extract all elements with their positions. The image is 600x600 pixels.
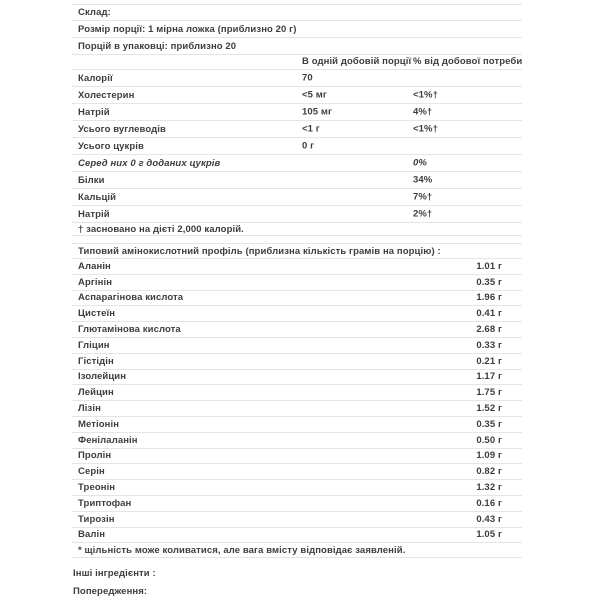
amino-acid-row — [72, 512, 522, 528]
amino-acid-row — [72, 275, 522, 291]
amino-acid-row — [72, 496, 522, 512]
nutrient-amount: 70 — [302, 72, 313, 84]
nutrient-label: Усього цукрів — [78, 140, 144, 152]
amino-acid-amount: 1.09 г — [476, 450, 502, 462]
amino-acid-name: Аланін — [78, 260, 111, 272]
other-ingredients-label: Інші інгредієнти : — [73, 567, 156, 579]
amino-acid-row — [72, 528, 522, 544]
amino-acid-amount: 1.75 г — [476, 387, 502, 399]
amino-acid-name: Гістідін — [78, 355, 114, 367]
nutrient-daily-value: 7%† — [413, 191, 433, 203]
nutrition-footnote-text: † засновано на дієті 2,000 калорій. — [78, 223, 244, 235]
amino-acid-amount: 0.33 г — [476, 339, 502, 351]
amino-acid-name: Пролін — [78, 450, 112, 462]
nutrient-amount: 0 г — [302, 140, 315, 152]
nutrition-row — [72, 138, 522, 155]
amino-profile-title-row — [72, 243, 522, 259]
nutrient-daily-value: 0% — [413, 157, 427, 169]
nutrient-daily-value: 4%† — [413, 106, 433, 118]
nutrient-daily-value: <1%† — [413, 89, 438, 101]
nutrient-label: Натрій — [78, 208, 110, 220]
nutrition-row — [72, 206, 522, 223]
warnings-label: Попередження: — [73, 585, 148, 597]
nutrient-daily-value: <1%† — [413, 123, 438, 135]
amino-acid-row — [72, 480, 522, 496]
nutrient-amount: 105 мг — [302, 106, 333, 118]
nutrient-daily-value: 2%† — [413, 208, 433, 220]
nutrition-row — [72, 189, 522, 206]
amino-acid-name: Метіонін — [78, 418, 120, 430]
amino-acid-name: Триптофан — [78, 497, 132, 509]
amino-acid-row — [72, 401, 522, 417]
amino-acid-row — [72, 449, 522, 465]
nutrition-row — [72, 70, 522, 87]
amino-acid-name: Аспарагінова кислота — [78, 292, 184, 304]
amino-footnote-row — [72, 543, 522, 558]
amino-acid-row — [72, 291, 522, 307]
amino-acid-amount: 0.21 г — [476, 355, 502, 367]
amino-acid-amount: 2.68 г — [476, 324, 502, 336]
amino-acid-amount: 0.35 г — [476, 276, 502, 288]
servings-per-container-row — [72, 38, 522, 55]
amino-acid-name: Глютамінова кислота — [78, 324, 181, 336]
amino-acid-row — [72, 433, 522, 449]
amino-acid-amount: 1.17 г — [476, 371, 502, 383]
amino-acid-name: Тирозін — [78, 513, 115, 525]
column-header-amount: В одній добовій порції — [302, 56, 412, 67]
nutrient-daily-value: 34% — [413, 174, 433, 186]
amino-acid-amount: 0.16 г — [476, 497, 502, 509]
amino-acid-amount: 0.82 г — [476, 466, 502, 478]
amino-acid-row — [72, 385, 522, 401]
amino-acid-row — [72, 259, 522, 275]
amino-acid-name: Аргінін — [78, 276, 113, 288]
amino-acid-row — [72, 464, 522, 480]
amino-acid-amount: 1.96 г — [476, 292, 502, 304]
amino-acid-amount: 0.35 г — [476, 418, 502, 430]
amino-acid-name: Валін — [78, 529, 106, 541]
section-gap — [72, 236, 522, 243]
amino-acid-name: Цистеїн — [78, 308, 116, 320]
nutrition-row — [72, 155, 522, 172]
amino-acid-name: Лейцин — [78, 387, 114, 399]
nutrient-label: Білки — [78, 174, 105, 186]
amino-acid-amount: 0.41 г — [476, 308, 502, 320]
amino-profile-title: Типовий амінокислотний профіль (приблизна кількість грамів на порцію) : — [78, 245, 441, 257]
nutrient-label: Холестерин — [78, 89, 135, 101]
supplement-facts-panel — [72, 4, 522, 600]
amino-acid-name: Треонін — [78, 482, 116, 494]
composition-title: Склад: — [78, 7, 111, 18]
nutrient-label: Натрій — [78, 106, 110, 118]
amino-acid-amount: 1.01 г — [476, 260, 502, 272]
nutrition-row — [72, 104, 522, 121]
nutrition-table-rows — [72, 70, 522, 223]
nutrition-row — [72, 172, 522, 189]
serving-size-row — [72, 21, 522, 38]
column-header-daily-value: % від добової потреби — [413, 56, 523, 67]
nutrient-label: Усього вуглеводів — [78, 123, 166, 135]
amino-acid-row — [72, 306, 522, 322]
amino-acid-amount: 0.50 г — [476, 434, 502, 446]
amino-acid-amount: 1.05 г — [476, 529, 502, 541]
nutrition-row — [72, 87, 522, 104]
amino-acid-name: Ізолейцин — [78, 371, 127, 383]
amino-acid-name: Фенілаланін — [78, 434, 138, 446]
other-ingredients-row — [72, 564, 522, 582]
amino-acid-row — [72, 417, 522, 433]
servings-per-container-text: Порцій в упаковці: приблизно 20 — [78, 40, 237, 52]
nutrition-row — [72, 121, 522, 138]
composition-title-row — [72, 4, 522, 21]
nutrient-label: Калорії — [78, 72, 113, 84]
amino-acid-row — [72, 370, 522, 386]
amino-acid-name: Серін — [78, 466, 105, 478]
nutrition-footnote-row — [72, 223, 522, 236]
amino-acid-amount: 0.43 г — [476, 513, 502, 525]
amino-footnote-text: * щільність може коливатися, але вага вмісту відповідає заявленій. — [78, 544, 406, 556]
amino-acid-row — [72, 338, 522, 354]
nutrient-amount: <5 мг — [302, 89, 327, 101]
amino-acid-amount: 1.32 г — [476, 482, 502, 494]
amino-acid-row — [72, 322, 522, 338]
serving-size-text: Розмір порції: 1 мірна ложка (приблизно 20 г) — [78, 23, 297, 35]
amino-table-rows — [72, 259, 522, 543]
nutrient-label: Серед них 0 г доданих цукрів — [78, 157, 221, 169]
nutrition-table-header — [72, 55, 522, 70]
amino-acid-name: Лізін — [78, 403, 101, 415]
warnings-row — [72, 582, 522, 600]
nutrient-amount: <1 г — [302, 123, 320, 135]
amino-acid-name: Гліцин — [78, 339, 110, 351]
amino-acid-row — [72, 354, 522, 370]
amino-acid-amount: 1.52 г — [476, 403, 502, 415]
nutrient-label: Кальцій — [78, 191, 117, 203]
